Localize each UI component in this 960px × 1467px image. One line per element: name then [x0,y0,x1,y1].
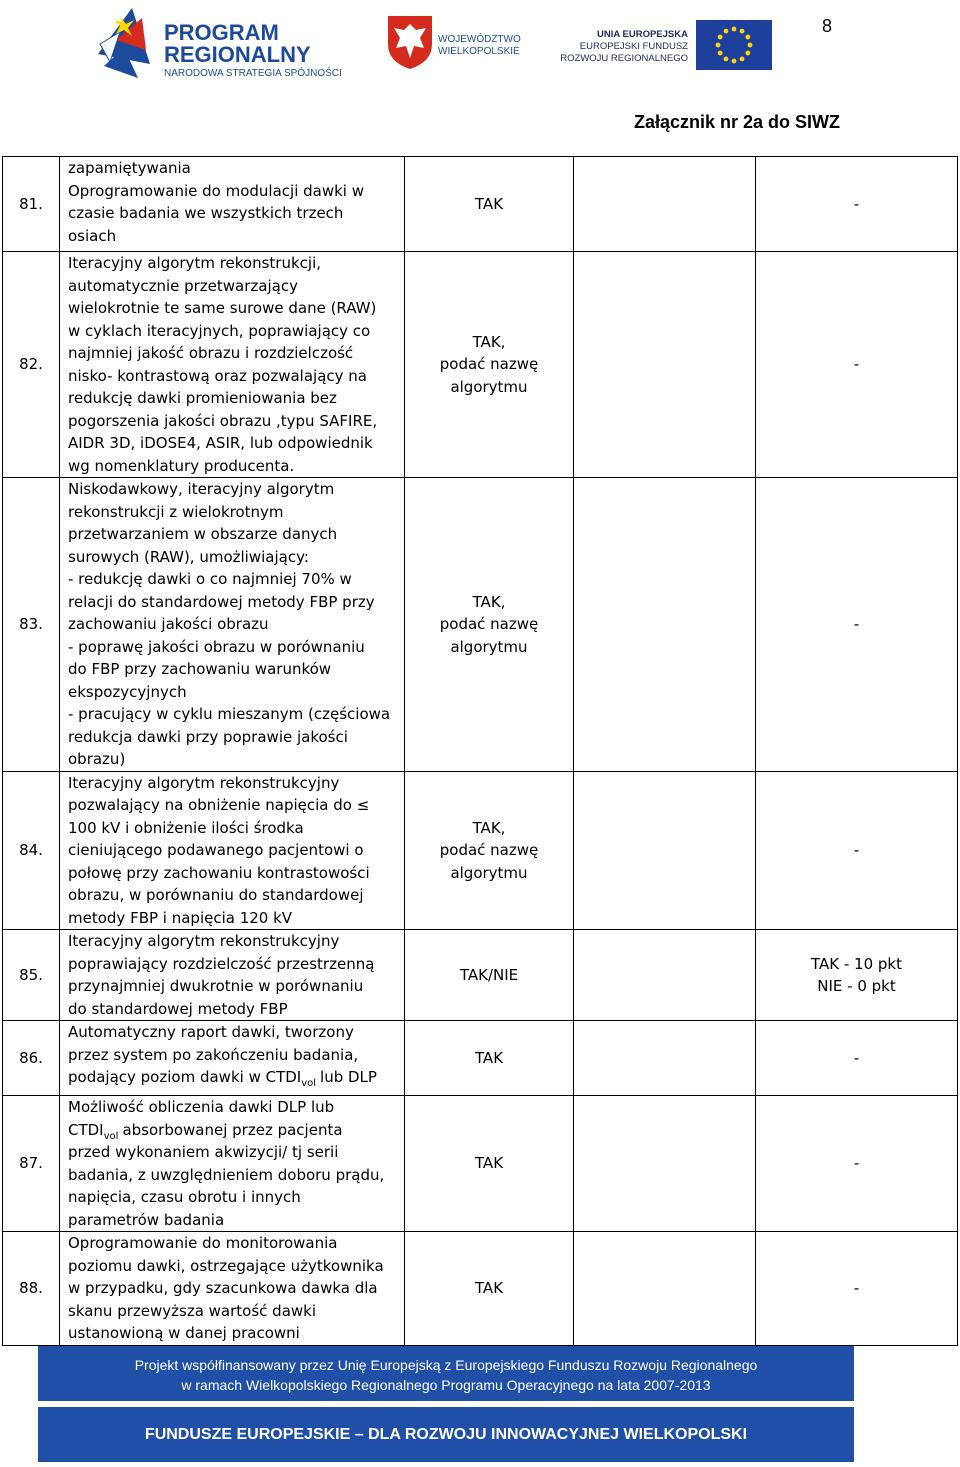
footer-banner: FUNDUSZE EUROPEJSKIE – DLA ROZWOJU INNOWACYJNEJ WIELKOPOLSKI [38,1407,854,1462]
description-text: ekspozycyjnych [68,682,187,701]
description-line [68,772,400,795]
description-text: Możliwość obliczenia dawki DLP lub [68,1098,335,1116]
description-text: zapamiętywania [68,159,191,177]
row-answer [405,930,574,1021]
description-text: w cyklach iteracyjnych, poprawiający co [68,321,371,340]
description-line [68,568,400,591]
points-text: - [853,615,860,633]
description-text: czasie badania we wszystkich trzech [68,204,344,222]
program-regionalny-logo [98,4,348,80]
points-text: NIE - 0 pkt [817,977,896,995]
description-text: pogorszenia jakości obrazu ,typu SAFIRE, [68,411,378,430]
row-description [60,1232,405,1346]
description-line [68,455,400,478]
description-text: napięcia, czasu obrotu i innych [68,1188,301,1206]
description-line [68,930,400,953]
description-text: do standardowej metody FBP [68,999,288,1018]
answer-text: TAK [474,1279,504,1297]
description-line [68,794,400,817]
row-number: 88. [3,1232,60,1346]
description-line [68,1300,400,1323]
answer-text: podać nazwę [439,841,539,859]
description-line [68,342,400,365]
points-text: - [853,1154,860,1173]
eu-star-icon [724,29,729,34]
eu-star-icon [746,51,751,56]
description-line [68,275,400,298]
description-text: - pracujący w cyklu mieszanym (częściowa [68,705,391,723]
description-text: połowę przy zachowaniu kontrastowości [68,863,370,882]
row-answer [405,252,574,478]
description-line [68,157,400,180]
eu-star-icon [716,43,721,48]
answer-text: TAK/NIE [459,965,519,984]
description-text: wielokrotnie te same surowe dane (RAW) [68,299,377,317]
description-line [68,703,400,726]
description-line [68,748,400,771]
description-text: metody FBP i napięcia 120 kV [68,908,293,927]
description-line [68,1044,400,1067]
description-line [68,975,400,998]
row-points [756,1232,958,1346]
row-offered-value [574,1096,756,1232]
description-line [68,862,400,885]
row-points [756,930,958,1021]
logo-text-nss: NARODOWA STRATEGIA SPÓJNOŚCI [164,68,342,79]
description-line [68,320,400,343]
row-description [60,252,405,478]
answer-text: TAK [474,1154,504,1173]
description-line [68,636,400,659]
row-points [756,157,958,252]
row-points [756,1021,958,1096]
description-text: ustanowioną w danej pracowni [68,1324,300,1342]
answer-text: podać nazwę [439,615,539,633]
points-text: - [853,355,860,374]
description-text: Automatyczny raport dawki, tworzony [68,1023,354,1041]
description-text: obrazu) [68,750,126,768]
table-row [3,1232,958,1346]
description-line [68,202,400,225]
row-answer [405,157,574,252]
description-text: przed wykonaniem akwizycji/ tj serii [68,1143,339,1161]
description-text: badania, z uwzględnieniem doboru prądu, [68,1165,385,1184]
row-offered-value [574,771,756,930]
description-text: do FBP przy zachowaniu warunków [68,660,332,678]
description-line [68,726,400,749]
footer-cofinance-note [38,1346,854,1401]
description-text: przez system po zakończeniu badania, [68,1045,359,1064]
eu-star-icon [746,35,751,40]
row-answer [405,1232,574,1346]
row-answer [405,478,574,772]
answer-text: algorytmu [450,863,528,882]
subscript-vol: vol [103,1130,119,1142]
description-text: redukcję dawki promieniowania bez [68,389,337,407]
answer-text: TAK, [472,818,506,837]
description-line [68,953,400,976]
row-offered-value [574,478,756,772]
row-number: 84. [3,771,60,930]
page-number: 8 [822,16,833,36]
description-text: CTDI [68,1120,104,1139]
logo-text-wielkopolskie: WIELKOPOLSKIE [438,46,520,57]
description-line [68,1141,400,1164]
row-points [756,252,958,478]
description-text: relacji do standardowej metody FBP przy [68,592,375,611]
row-points [756,478,958,772]
table-row [3,478,958,772]
wojewodztwo-wielkopolskie-logo [386,14,526,70]
description-text: wg nomenklatury producenta. [68,456,295,475]
description-text: obrazu, w porównaniu do standardowej [68,886,364,904]
table-row [3,157,958,252]
description-line [68,1164,400,1187]
description-text: Iteracyjny algorytm rekonstrukcyjny [68,773,340,792]
description-line [68,478,400,501]
answer-text: TAK [474,1048,504,1067]
description-line [68,1021,400,1044]
row-number: 83. [3,478,60,772]
eagle-coat-of-arms-icon [388,16,432,69]
answer-text: TAK [474,194,504,213]
row-description [60,478,405,772]
row-offered-value [574,157,756,252]
description-text: pozwalający na obniżenie napięcia do ≤ [68,796,370,814]
description-text: przetwarzaniem w obszarze danych [68,525,338,543]
description-text: 100 kV i obniżenie ilości środka [68,818,304,837]
eu-regional-fund-logo [560,20,772,70]
table-row [3,1096,958,1232]
points-text: - [853,1048,860,1067]
table-row [3,252,958,478]
logo-text-rozwoju: ROZWOJU REGIONALNEGO [560,53,688,64]
eu-star-icon [724,57,729,62]
description-line [68,658,400,681]
description-line [68,1277,400,1300]
eu-star-icon [718,51,723,56]
description-line [68,591,400,614]
description-line [68,523,400,546]
row-points [756,1096,958,1232]
points-text: TAK - 10 pkt [811,954,902,973]
description-text: osiach [68,226,117,245]
description-line [68,998,400,1021]
description-text: Iteracyjny algorytm rekonstrukcyjny [68,932,340,950]
description-text: Oprogramowanie do modulacji dawki w [68,181,365,200]
points-text: - [853,841,860,859]
description-line [68,432,400,455]
eu-star-icon [732,27,737,32]
description-text: Oprogramowanie do monitorowania [68,1234,338,1252]
description-text: redukcja dawki przy poprawie jakości [68,727,348,746]
description-line [68,681,400,704]
description-line [68,1096,400,1119]
eu-star-icon [740,29,745,34]
description-line [68,225,400,248]
answer-text: TAK, [472,332,506,351]
description-line [68,1186,400,1209]
row-description [60,157,405,252]
table-row [3,771,958,930]
subscript-vol: vol [301,1078,317,1089]
description-text: AIDR 3D, iDOSE4, ASIR, lub odpowiednik [68,434,373,452]
description-line [68,613,400,636]
logo-text-wojewodztwo: WOJEWÓDZTWO [438,34,521,45]
row-description [60,771,405,930]
description-line [68,817,400,840]
row-number: 82. [3,252,60,478]
row-description [60,1096,405,1232]
logo-text-efundusz: EUROPEJSKI FUNDUSZ [579,41,688,52]
description-text: lub DLP [320,1068,377,1086]
description-text: surowych (RAW), umożliwiający: [68,547,309,566]
description-text: automatycznie przetwarzający [68,276,298,295]
description-text: - poprawę jakości obrazu w porównaniu [68,637,365,656]
description-line [68,1119,400,1142]
description-line [68,1255,400,1278]
answer-text: podać nazwę [439,355,539,374]
eu-star-icon [740,57,745,62]
description-text: nisko- kontrastową oraz pozwalający na [68,366,367,385]
eu-star-icon [718,35,723,40]
description-line [68,365,400,388]
description-text: cieniującego podawanego pacjentowi o [68,841,364,859]
row-offered-value [574,930,756,1021]
description-text: poprawiający rozdzielczość przestrzenną [68,954,375,973]
row-answer [405,771,574,930]
description-line [68,1209,400,1232]
logo-text-program: PROGRAM [164,20,279,45]
eu-flag-icon [696,20,772,70]
description-line [68,180,400,203]
footer-line1: Projekt współfinansowany przez Unię Europejską z Europejskiego Funduszu Rozwoju Regionalnego [134,1357,758,1373]
description-text: przynajmniej dwukrotnie w porównaniu [68,977,364,995]
description-text: rekonstrukcji z wielokrotnym [68,502,284,521]
answer-text: TAK, [472,592,506,611]
footer-line2: w ramach Wielkopolskiego Regionalnego Programu Operacyjnego na lata 2007-2013 [181,1377,711,1393]
description-text: zachowaniu jakości obrazu [68,615,269,633]
description-line [68,907,400,930]
description-text: najmniej jakość obrazu i rozdzielczość [68,344,354,362]
description-line [68,839,400,862]
description-text: - redukcję dawki o co najmniej 70% w [68,570,352,588]
description-text: skanu przewyższa wartość dawki [68,1301,317,1320]
row-description [60,930,405,1021]
description-line [68,297,400,320]
eu-star-icon [732,59,737,64]
specification-table [2,156,958,1346]
answer-text: algorytmu [450,377,528,396]
description-line [68,410,400,433]
row-number: 87. [3,1096,60,1232]
row-offered-value [574,252,756,478]
row-answer [405,1096,574,1232]
row-number: 85. [3,930,60,1021]
row-offered-value [574,1021,756,1096]
table-row [3,1021,958,1096]
description-line [68,387,400,410]
description-line [68,1232,400,1255]
description-line [68,1322,400,1345]
points-text: - [853,1279,860,1297]
program-regionalny-emblem-icon [98,8,150,78]
logo-text-ue: UNIA EUROPEJSKA [597,29,688,40]
description-text: w przypadku, gdy szacunkowa dawka dla [68,1279,378,1297]
description-text: parametrów badania [68,1210,225,1229]
description-text: absorbowanej przez pacjenta [122,1120,343,1139]
answer-text: algorytmu [450,637,528,656]
table-row [3,930,958,1021]
description-line [68,252,400,275]
description-line [68,1066,400,1089]
description-line [68,501,400,524]
points-text: - [853,194,860,213]
row-number: 86. [3,1021,60,1096]
description-line [68,546,400,569]
row-offered-value [574,1232,756,1346]
description-text: Iteracyjny algorytm rekonstrukcji, [68,254,322,272]
row-answer [405,1021,574,1096]
description-text: poziomu dawki, ostrzegające użytkownika [68,1256,384,1275]
description-line [68,884,400,907]
row-description [60,1021,405,1096]
row-points [756,771,958,930]
row-number: 81. [3,157,60,252]
logo-text-regionalny: REGIONALNY [164,42,311,67]
eu-star-icon [748,43,753,48]
description-text: Niskodawkowy, iteracyjny algorytm [68,480,335,498]
annex-title: Załącznik nr 2a do SIWZ [633,112,840,132]
description-text: podający poziom dawki w CTDI [68,1068,302,1086]
